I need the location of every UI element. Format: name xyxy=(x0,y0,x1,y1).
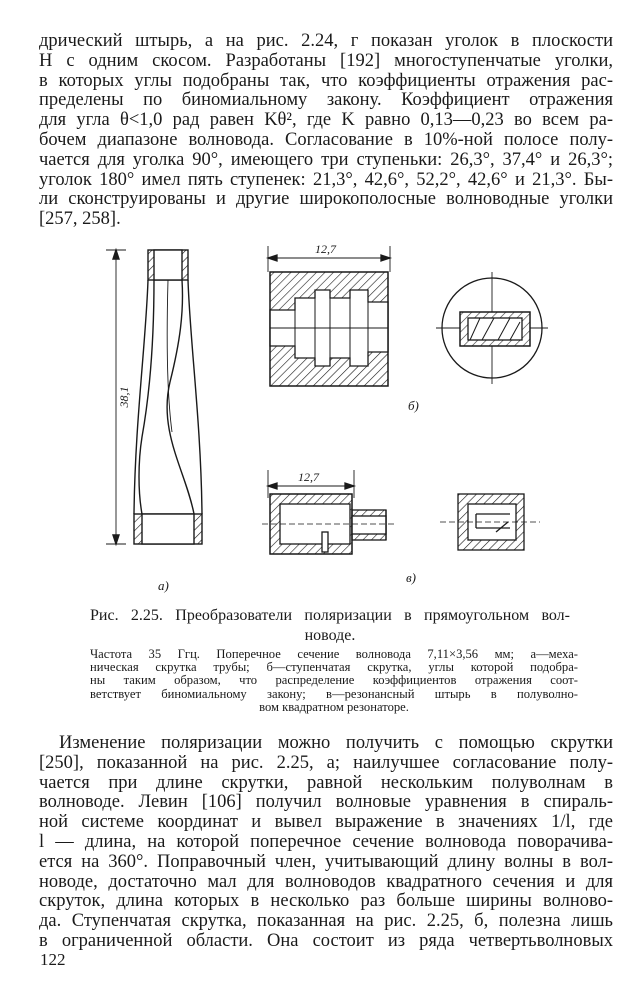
dimension-length-label: 38,1 xyxy=(117,386,131,408)
figure-caption-note xyxy=(90,648,578,714)
text-line: скруток, длина которых в несколько раз больше ширины волново- xyxy=(39,891,613,912)
figure-caption-title xyxy=(90,606,570,646)
text-line: ли сконструированы и другие широкополосные волноводные уголки xyxy=(39,189,613,210)
caption-note-line: ны таким образом, что распределение коэффициентов отражения соот- xyxy=(90,673,578,688)
page-number: 122 xyxy=(40,950,66,969)
text-line: пределены по биномиальному закону. Коэффициент отражения xyxy=(39,90,613,111)
text-line: ной системе координат и вывел выражение в значениях 1/l, где xyxy=(39,812,613,833)
text-line: ется на 360°. Поправочный член, учитывающий длину волны в вол- xyxy=(39,851,613,872)
figure-label-a: а) xyxy=(158,578,169,593)
text-line: уголок 180° имел пять ступенек: 21,3°, 42,6°, 52,2°, 42,6° и 21,3°. Бы- xyxy=(39,169,613,190)
figure-b-end-view xyxy=(436,272,548,384)
figure-label-v: в) xyxy=(406,570,416,585)
text-line: бочем диапазоне волновода. Согласование в 10%-ной полосе полу- xyxy=(39,129,613,150)
figure-v-resonant-pin xyxy=(262,470,394,554)
text-line: Изменение поляризации можно получить с помощью скрутки xyxy=(59,733,613,753)
text-line: чается при длине скрутки, равной нескольким полуволнам в xyxy=(39,772,613,793)
caption-note-line: ветствует биномиальному закону; в—резонансный штырь в полуволно- xyxy=(90,686,578,701)
text-line: в ограниченной области. Она состоит из ряда четвертьволновых xyxy=(39,930,613,951)
text-line: новоде, достаточно мал для волноводов квадратного сечения и для xyxy=(39,871,613,892)
text-line: да. Ступенчатая скрутка, показанная на рис. 2.25, б, полезна лишь xyxy=(39,911,613,932)
caption-note-line: вом квадратном резонаторе. xyxy=(259,699,409,714)
dimension-width-b-label: 12,7 xyxy=(315,242,336,256)
text-line: [250], показанной на рис. 2.25, а; наилучшее согласование полу- xyxy=(39,752,613,773)
text-line: H с одним скосом. Разработаны [192] многоступенчатые уголки, xyxy=(39,50,613,71)
caption-note-line: Частота 35 Ггц. Поперечное сечение волновода 7,11×3,56 мм; а—меха- xyxy=(90,647,578,661)
figure-label-b: б) xyxy=(408,398,419,413)
dimension-width-v-label: 12,7 xyxy=(298,470,319,484)
text-line: в которых углы подобраны так, что коэффициенты отражения рас- xyxy=(39,70,613,91)
figure-b-stepped-twist xyxy=(268,246,390,386)
text-line: для угла θ<1,0 рад равен Kθ², где K равно 0,13—0,23 во всем ра- xyxy=(39,110,613,131)
text-line: дрический штырь, а на рис. 2.24, г показан уголок в плоскости xyxy=(39,31,613,51)
caption-line: Рис. 2.25. Преобразователи поляризации в прямоугольном вол- xyxy=(90,607,570,624)
caption-note-line: ническая скрутка трубы; б—ступенчатая скрутка, углы которой подобра- xyxy=(90,660,578,675)
text-line: волноводе. Левин [106] получил волновые уравнения в спираль- xyxy=(39,792,613,813)
paragraph-bottom xyxy=(39,734,613,952)
caption-line: новоде. xyxy=(304,627,356,644)
text-line: чается для уголка 90°, имеющего три ступеньки: 26,3°, 37,4° и 26,3°; xyxy=(39,149,613,170)
figure-v-end-view xyxy=(440,494,540,550)
paragraph-top xyxy=(39,32,613,230)
text-line: [257, 258]. xyxy=(39,209,121,230)
figure-2-25 xyxy=(0,232,644,612)
text-line: l — длина, на которой поперечное сечение волновода поворачива- xyxy=(39,831,613,852)
